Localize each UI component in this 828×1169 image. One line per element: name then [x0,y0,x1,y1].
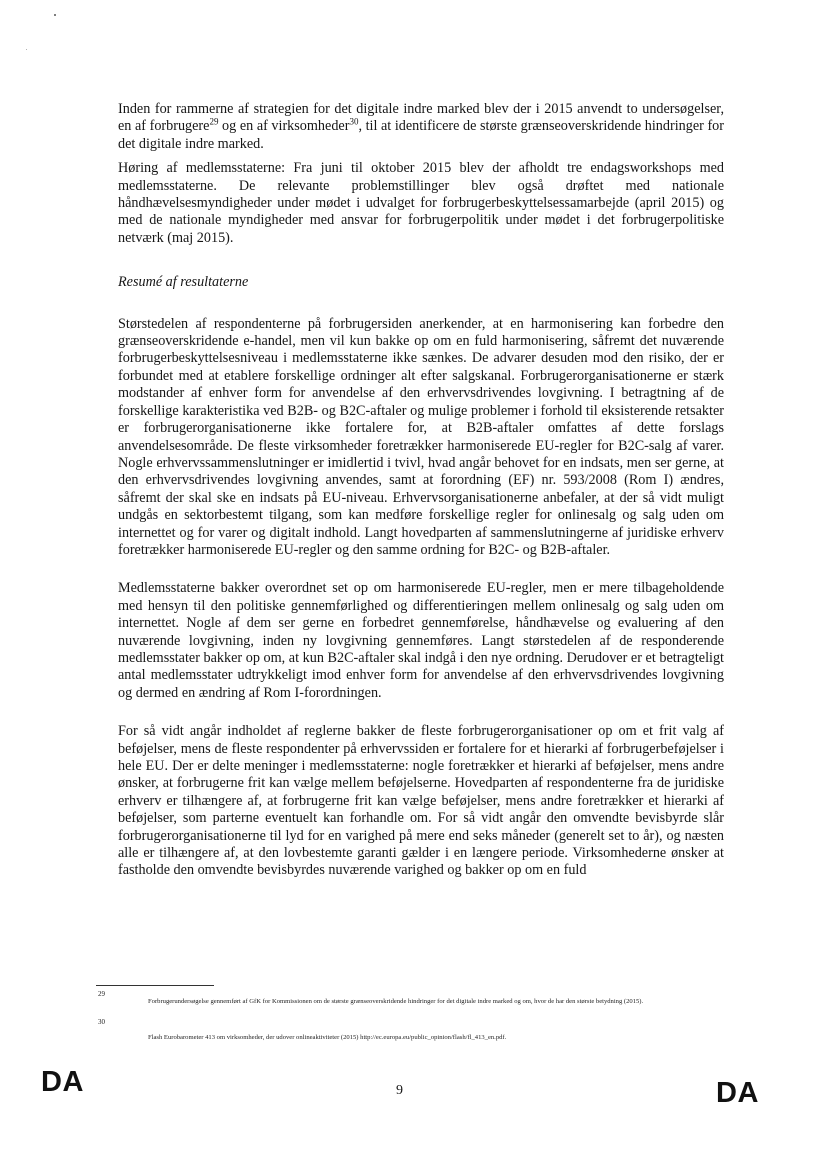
footnote-ref-29[interactable]: 29 [209,116,219,127]
paragraph-member-states: Medlemsstaterne bakker overordnet set op om harmoniserede EU-regler, men er mere tilbageholdende med hensyn til den politiske gennemførlighed og differentieringen mellem onlinesalg og salg uden om internettet. Nogle af dem ser gerne en forbedret gennemførelse, håndhævelse og evaluering af den nuværende lovgivning, inden ny lovgivning gennemføres. Langt størstedelen af de responderende medlemsstater bakker op om, at kun B2C-aftaler skal indgå i den nye ordning. Derudover er et betragteligt antal medlemsstater udtrykkeligt imod enhver form for anvendelse af den erhvervsdrivendes lovgivning og dermed en ændring af Rom I-forordningen. [118,580,724,701]
language-code-right: DA [716,1077,759,1109]
paragraph-member-state-consultation: Høring af medlemsstaterne: Fra juni til oktober 2015 blev der afholdt tre endagsworkshops med medlemsstaterne. De relevante problemstillinger blev også drøftet med nationale håndhævelsesmyndigheder under mødet i udvalget for forbrugerbeskyttelsessamarbejde (april 2015) og med de nationale myndigheder med ansvar for forbrugerpolitik under mødet i det forbrugerpolitiske netværk (maj 2015). [118,160,724,246]
paragraph-consumer-side: Størstedelen af respondenterne på forbrugersiden anerkender, at en harmonisering kan forbedre den grænseoverskridende e-handel, men vil kun bakke op om en fuld harmonisering, såfremt det nuværende forbrugerbeskyttelsesniveau i medlemsstaterne ikke sænkes. De advarer desuden mod den risiko, der er forbundet med at etablere forskellige ordninger alt efter salgskanal. Forbrugerorganisationerne er stærk modstander af enhver form for anvendelse af den erhvervsdrivendes lovgivning. I betragtning af de forskellige karakteristika ved B2B- og B2C-aftaler og mulige problemer i forhold til eksisterende retsakter er forbrugerorganisationerne ikke fortalere for, at B2B-aftaler omfattes af dette forslags anvendelsesområde. De fleste virksomheder foretrækker harmoniserede EU-regler for B2C-salg af varer. Nogle erhvervssammenslutninger er imidlertid i tvivl, hvad angår behovet for en indsats, men ser gerne, at den erhvervsdrivendes lovgivning anvendes, samt at forordning (EF) nr. 593/2008 (Rom I) ændres, såfremt der skal ske en indsats på EU-niveau. Erhvervsorganisationerne anbefaler, at der så vidt muligt undgås en sektorbestemt tilgang, som kan medføre forskellige regler for onlinesalg og salg uden om internettet og for varer og digitalt indhold. Langt hovedparten af sammenslutningerne af juridiske erhverv foretrækker harmoniserede EU-regler og den samme ordning for B2C- og B2B-aftaler. [118,315,724,558]
document-body [118,101,724,880]
footnote-number: 29 [98,990,105,998]
paragraph-intro [118,101,724,153]
scan-speck [54,14,56,16]
footnote-ref-30[interactable]: 30 [349,116,359,127]
footnote-divider [96,985,214,986]
paragraph-text: og en af virksomheder [218,118,350,135]
section-heading: Resumé af resultaterne [118,274,249,291]
paragraph-rules-content: For så vidt angår indholdet af reglerne bakker de fleste forbrugerorganisationer op om et frit valg af beføjelser, mens de fleste respondenter på erhvervssiden er fortalere for et hierarki af forbrugerbeføjelser i hele EU. Der er delte meninger i medlemsstaterne: nogle foretrækker et hierarki af beføjelser, mens andre ønsker, at forbrugerne frit kan vælge mellem beføjelserne. Hovedparten af respondenterne fra de juridiske erhverv er tilhængere af, at forbrugerne frit kan vælge beføjelser, mens andre foretrækker et hierarki af beføjelser, som parterne eventuelt kan forhandle om. For så vidt angår den omvendte bevisbyrde slår forbrugerorganisationerne til lyd for en varighed på mere end seks måneder (generelt set to år), og næsten alle er tilhængere af, at den lovbestemte garanti gælder i en længere periode. Virksomhederne ønsker at fastholde den omvendte bevisbyrdes nuværende varighed og bakker op om en fuld [118,723,724,879]
page-number: 9 [396,1083,403,1098]
footnote-number: 30 [98,1018,105,1026]
footnote-text: Flash Eurobarometer 413 om virksomheder, der udover onlineaktiviteter (2015) http://ec.europa.eu/public_opinion/flash/fl_413_en.pdf. [148,1034,507,1041]
paragraph-text: Inden for rammerne af strategien for det digitale indre marked blev der i 2015 anvendt to undersøgelser, en af forbrugere [118,101,724,135]
language-code-left: DA [41,1066,84,1098]
paragraph-text: , til at identificere de største grænseoverskridende hindringer for det digitale indre marked. [118,118,724,152]
footnote-text: Forbrugerundersøgelse gennemført af GfK for Kommissionen om de største grænseoverskridende hindringer for det digitale indre marked og om, hvor de har den største betydning (2015). [148,998,644,1005]
scan-speck [26,49,27,50]
